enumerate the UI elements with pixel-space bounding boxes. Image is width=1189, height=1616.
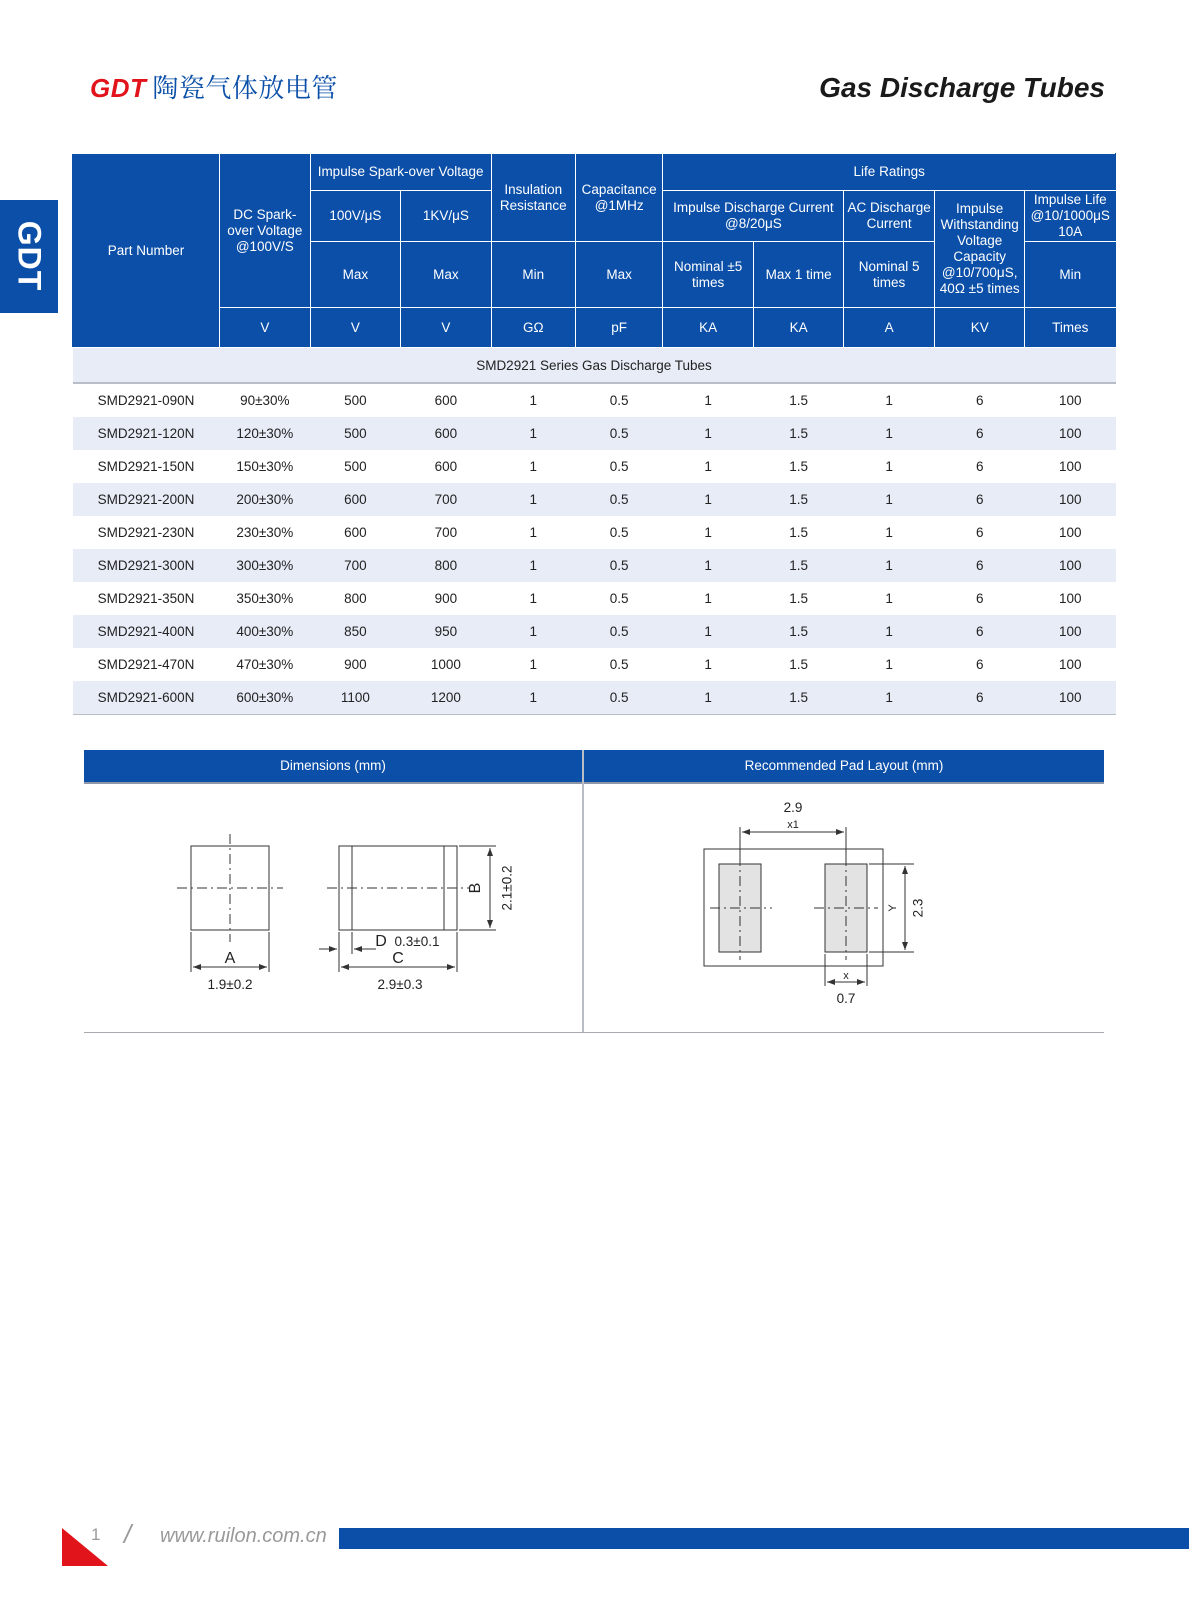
table-cell: 1 <box>663 549 754 582</box>
header-title <box>90 68 338 105</box>
table-cell: 1 <box>704 591 712 606</box>
table-head <box>73 154 1116 348</box>
table-cell: 470±30% <box>236 657 294 672</box>
dim-b-label: B <box>467 882 485 894</box>
table-cell: 600 <box>344 525 367 540</box>
table-cell: 0.5 <box>575 417 662 450</box>
table-cell: 1 <box>491 549 575 582</box>
col-ac-discharge: AC Discharge Current <box>844 191 935 242</box>
pad-y-label: Y <box>886 904 899 912</box>
col-life-ratings: Life Ratings <box>663 154 1116 191</box>
table-cell: 0.5 <box>575 549 662 582</box>
table-cell: 100 <box>1025 417 1116 450</box>
table-row <box>73 483 1116 516</box>
table-cell: 1.5 <box>753 549 844 582</box>
table-cell: 1.5 <box>753 483 844 516</box>
spec-table <box>72 153 1116 715</box>
table-cell: 100 <box>1058 393 1082 408</box>
sub-header: Min <box>491 242 575 308</box>
table-cell: 600 <box>401 417 492 450</box>
unit-cell: pF <box>575 308 662 348</box>
table-cell: 1 <box>704 393 712 408</box>
dim-a-label: A <box>224 950 236 967</box>
table-cell: 700 <box>310 549 401 582</box>
footer-url[interactable]: www.ruilon.com.cn <box>160 1525 327 1547</box>
table-cell: 200±30% <box>220 483 311 516</box>
table-row <box>73 582 1116 615</box>
table-cell: 1.5 <box>789 657 809 672</box>
dimension-panel <box>84 750 1104 1033</box>
sub-header: Max <box>310 242 401 308</box>
part-number-cell: SMD2921-120N <box>73 417 220 450</box>
table-cell: 1 <box>663 615 754 648</box>
col-100v: 100V/μS <box>310 191 401 242</box>
table-cell: 6 <box>975 525 984 540</box>
dim-a-value: 1.9±0.2 <box>207 977 253 992</box>
table-cell: 100 <box>1058 459 1082 474</box>
table-cell: 1000 <box>430 657 461 672</box>
footer-slash: / <box>124 1519 132 1549</box>
table-cell: 1 <box>885 393 893 408</box>
table-cell: 1 <box>663 483 754 516</box>
table-cell: 1 <box>491 417 575 450</box>
footer-blue-bar <box>339 1528 1189 1549</box>
dim-d-label: D <box>375 933 387 950</box>
pad-layout-header: Recommended Pad Layout (mm) <box>584 750 1104 782</box>
col-impulse-withstanding: Impulse Withstanding Voltage Capacity @10/700μS, 40Ω ±5 times <box>934 191 1025 308</box>
dim-c-value: 2.9±0.3 <box>377 977 423 992</box>
table-cell: 300±30% <box>220 549 311 582</box>
part-number-cell: SMD2921-230N <box>97 525 195 540</box>
sub-header: Min <box>1025 242 1116 308</box>
pad-x-value: 0.7 <box>836 991 856 1006</box>
unit-cell: A <box>844 308 935 348</box>
table-cell: 1 <box>529 657 538 672</box>
table-row <box>73 615 1116 648</box>
table-cell: 500 <box>344 393 367 408</box>
table-cell: 0.5 <box>609 591 629 606</box>
table-row <box>73 648 1116 681</box>
table-row <box>73 417 1116 450</box>
table-cell: 1 <box>663 417 754 450</box>
sub-header: Max <box>401 242 492 308</box>
table-cell: 0.5 <box>609 393 629 408</box>
table-row <box>73 516 1116 549</box>
table-cell: 900 <box>344 657 367 672</box>
unit-cell: Times <box>1025 308 1116 348</box>
table-cell: 100 <box>1025 681 1116 715</box>
table-cell: 1 <box>844 615 935 648</box>
col-impulse-life: Impulse Life @10/1000μS 10A <box>1025 191 1116 242</box>
table-cell: 1 <box>491 681 575 715</box>
table-cell: 600 <box>434 393 458 408</box>
table-cell: 6 <box>975 657 984 672</box>
table-cell: 500 <box>310 417 401 450</box>
dimension-drawings <box>84 750 1104 1032</box>
table-cell: 1.5 <box>789 591 809 606</box>
pad-x1-value: 2.9 <box>783 800 803 815</box>
side-tab <box>0 200 58 313</box>
dimensions-header: Dimensions (mm) <box>84 750 582 782</box>
sub-header: Max <box>575 242 662 308</box>
pad-x-label: x <box>843 970 849 982</box>
col-capacitance: Capacitance @1MHz <box>575 154 662 242</box>
table-cell: 500 <box>344 459 367 474</box>
table-cell: 1 <box>529 459 538 474</box>
table-cell: 6 <box>934 417 1025 450</box>
sub-header: Nominal ±5 times <box>663 242 754 308</box>
table-row <box>73 549 1116 582</box>
table-cell: 800 <box>401 549 492 582</box>
table-cell: 100 <box>1025 549 1116 582</box>
series-row <box>73 348 1116 384</box>
table-cell: 0.5 <box>609 525 629 540</box>
table-cell: 400±30% <box>220 615 311 648</box>
table-cell: 0.5 <box>609 657 629 672</box>
table-cell: 6 <box>975 591 984 606</box>
table-cell: 600 <box>434 459 458 474</box>
table-cell: 1.5 <box>789 393 809 408</box>
col-part-number: Part Number <box>73 154 220 348</box>
table-cell: 1 <box>885 657 893 672</box>
table-cell: 1 <box>704 459 712 474</box>
table-cell: 700 <box>434 525 458 540</box>
pad-y-value: 2.3 <box>910 898 926 918</box>
dim-b-value: 2.1±0.2 <box>499 865 515 911</box>
table-cell: 1 <box>663 681 754 715</box>
unit-cell: GΩ <box>491 308 575 348</box>
table-row <box>73 450 1116 483</box>
table-cell: 100 <box>1058 657 1082 672</box>
table-cell: 150±30% <box>236 459 294 474</box>
table-cell: 6 <box>934 681 1025 715</box>
table-cell: 6 <box>975 393 984 408</box>
table-cell: 100 <box>1025 483 1116 516</box>
table-cell: 6 <box>934 483 1025 516</box>
table-cell: 1 <box>529 393 538 408</box>
col-1kv: 1KV/μS <box>401 191 492 242</box>
table-cell: 800 <box>344 591 367 606</box>
table-cell: 6 <box>934 615 1025 648</box>
table-cell: 600±30% <box>220 681 311 715</box>
table-cell: 1.5 <box>789 459 809 474</box>
table-cell: 1 <box>529 591 538 606</box>
col-impulse-discharge: Impulse Discharge Current @8/20μS <box>663 191 844 242</box>
unit-cell: KA <box>753 308 844 348</box>
table-cell: 0.5 <box>609 459 629 474</box>
table-cell: 0.5 <box>575 615 662 648</box>
table-cell: 1 <box>529 525 538 540</box>
sub-header: Max 1 time <box>753 242 844 308</box>
part-number-cell: SMD2921-090N <box>97 393 195 408</box>
unit-cell: V <box>310 308 401 348</box>
col-dc-spark: DC Spark-over Voltage @100V/S <box>220 154 311 308</box>
unit-cell: V <box>220 308 311 348</box>
table-cell: 1 <box>844 483 935 516</box>
table-cell: 1.5 <box>789 525 809 540</box>
table-cell: 950 <box>401 615 492 648</box>
dim-d-value: 0.3±0.1 <box>394 934 440 949</box>
col-impulse-spark: Impulse Spark-over Voltage <box>310 154 491 191</box>
table-cell: 1.5 <box>753 681 844 715</box>
page-number: 1 <box>91 1525 101 1544</box>
table-row <box>73 383 1116 417</box>
col-insulation: Insulation Resistance <box>491 154 575 242</box>
unit-cell: KV <box>934 308 1025 348</box>
table-cell: 0.5 <box>575 483 662 516</box>
brand-logo-text: GDT <box>90 73 147 103</box>
table-cell: 90±30% <box>240 393 290 408</box>
table-cell: 6 <box>975 459 984 474</box>
table-cell: 900 <box>434 591 458 606</box>
table-cell: 1 <box>844 417 935 450</box>
table-cell: 700 <box>401 483 492 516</box>
title-english: Gas Discharge Tubes <box>819 72 1105 103</box>
part-number-cell: SMD2921-400N <box>73 615 220 648</box>
unit-cell: KA <box>663 308 754 348</box>
table-cell: 350±30% <box>236 591 294 606</box>
table-cell: 100 <box>1025 615 1116 648</box>
table-cell: 120±30% <box>220 417 311 450</box>
footer-red-triangle <box>62 1528 108 1566</box>
table-cell: 1 <box>844 681 935 715</box>
dim-c-label: C <box>392 950 404 967</box>
table-cell: 1 <box>885 459 893 474</box>
table-cell: 100 <box>1058 591 1082 606</box>
side-tab-label: GDT <box>11 220 48 292</box>
series-title: SMD2921 Series Gas Discharge Tubes <box>73 348 1116 384</box>
table-cell: 1 <box>885 525 893 540</box>
table-cell: 1 <box>704 657 712 672</box>
table-cell: 100 <box>1058 525 1082 540</box>
table-cell: 0.5 <box>575 681 662 715</box>
pad-x1-label: x1 <box>787 819 799 831</box>
table-cell: 1 <box>844 549 935 582</box>
table-body <box>73 348 1116 715</box>
unit-cell: V <box>401 308 492 348</box>
table-cell: 1200 <box>401 681 492 715</box>
part-number-cell: SMD2921-300N <box>73 549 220 582</box>
table-cell: 1 <box>491 615 575 648</box>
table-cell: 1.5 <box>753 615 844 648</box>
table-cell: 1.5 <box>753 417 844 450</box>
part-number-cell: SMD2921-600N <box>73 681 220 715</box>
sub-header: Nominal 5 times <box>844 242 935 308</box>
table-cell: 6 <box>934 549 1025 582</box>
part-number-cell: SMD2921-350N <box>97 591 195 606</box>
part-number-cell: SMD2921-470N <box>97 657 195 672</box>
part-number-cell: SMD2921-150N <box>97 459 195 474</box>
table-cell: 600 <box>310 483 401 516</box>
table-cell: 1 <box>491 483 575 516</box>
table-row <box>73 681 1116 715</box>
table-cell: 850 <box>310 615 401 648</box>
table-cell: 230±30% <box>236 525 294 540</box>
table-cell: 1 <box>885 591 893 606</box>
title-chinese: 陶瓷气体放电管 <box>152 73 338 103</box>
part-number-cell: SMD2921-200N <box>73 483 220 516</box>
table-cell: 1100 <box>310 681 401 715</box>
table-cell: 1 <box>704 525 712 540</box>
